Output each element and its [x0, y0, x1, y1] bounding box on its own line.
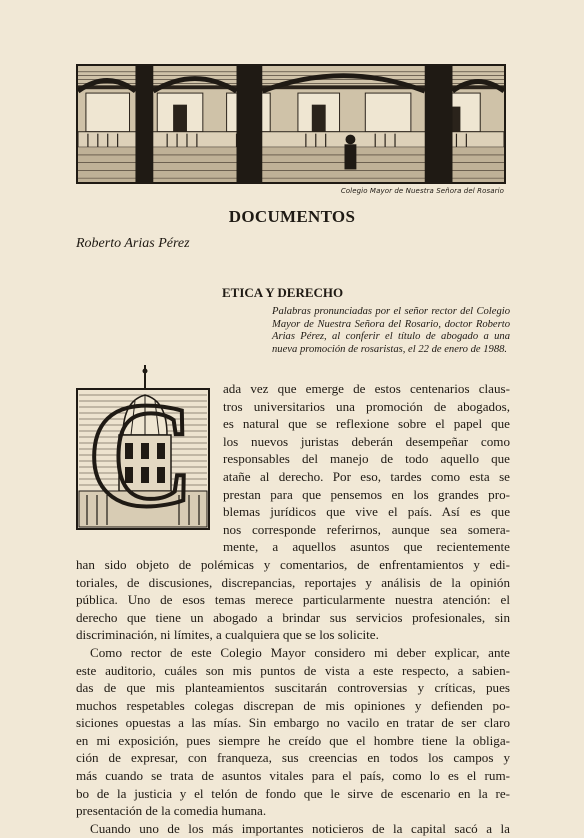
paragraph-3	[76, 820, 510, 838]
author-name: Roberto Arias Pérez	[76, 236, 190, 251]
body-line: blemas jurídicos que vive el país. Así es que	[223, 504, 510, 520]
epigraph: Palabras pronunciadas por el señor rector del Colegio Mayor de Nuestra Señora del Rosario, doctor Roberto Arias Pérez, al conferir el título de abogado a una nueva promoción de rosaristas, el 22 de enero de 1988.	[272, 306, 510, 356]
body-line: Como rector de este Colegio Mayor considero mi deber explicar, ante	[90, 644, 510, 660]
body-line: este auditorio, cuáles son mis puntos de vista a este respecto, a sabien-	[76, 662, 510, 678]
body-line: pública. Uno de esos temas merece particularmente nuestra atención: el	[76, 592, 510, 608]
body-line: nos corresponde referirnos, aunque sea somera-	[223, 521, 510, 537]
body-line: bo de la justicia y el telón de fondo que le sirve de escenario en la re-	[76, 785, 510, 801]
article-title: ETICA Y DERECHO	[222, 285, 344, 300]
body-line: han sido objeto de polémicas y comentarios, de enfrentamientos y edi-	[76, 556, 510, 572]
body-line: en mi exposición, pues siempre he creído que el hombre tiene la obliga-	[76, 732, 510, 748]
colonial-cloister-engraving-icon	[78, 66, 504, 182]
body-line: muchos respetables colegas discrepan de mis opiniones y defienden po-	[76, 697, 510, 713]
body-line: los nuevos juristas deberán desempeñar como	[223, 433, 510, 449]
body-line: das de que mis planteamientos suscitarán controversias y críticas, pues	[76, 680, 510, 696]
article-body	[76, 380, 510, 837]
body-line: derecho que tiene un abogado a brindar sus servicios profesionales, sin	[76, 609, 510, 625]
body-line: responsables del manejo de todo aquello que	[223, 451, 510, 467]
body-line: prestan para que pensemos en los grandes pro-	[223, 486, 510, 502]
body-line: toriales, de discusiones, discrepancias, reportajes y análisis de la opinión	[76, 574, 510, 590]
body-line: es natural que se reflexione sobre el papel que	[223, 416, 510, 432]
drop-cap-letter: C	[86, 372, 196, 531]
paragraph-1	[76, 380, 510, 644]
body-line: siciones opuestas a las mías. Sin embargo no vacilo en tratar de ser claro	[76, 715, 510, 731]
body-line: ción de expresar, con franqueza, sus creencias en todos los campos y	[76, 750, 510, 766]
paragraph-2	[76, 644, 510, 820]
section-title: DOCUMENTOS	[228, 207, 356, 226]
body-line: Cuando uno de los más importantes noticieros de la capital sacó a la	[90, 820, 510, 836]
illustration-caption: Colegio Mayor de Nuestra Señora del Rosario	[340, 187, 504, 195]
body-line: discriminación, ni límites, a cualquiera que se los solicite.	[76, 627, 379, 643]
cloister-illustration	[76, 64, 506, 184]
body-line: mente, a aquellos asuntos que recientemente	[223, 539, 510, 555]
body-line: tros universitarios una promoción de abogados,	[223, 398, 510, 414]
body-line: atañe al derecho. Por eso, tardes como esta se	[223, 468, 510, 484]
body-line: ada vez que emerge de estos centenarios claus-	[223, 381, 510, 396]
body-line: presentación de la comedia humana.	[76, 803, 267, 819]
body-line: más cuando se trata de asuntos vitales para el país, como lo es el rum-	[76, 768, 510, 784]
